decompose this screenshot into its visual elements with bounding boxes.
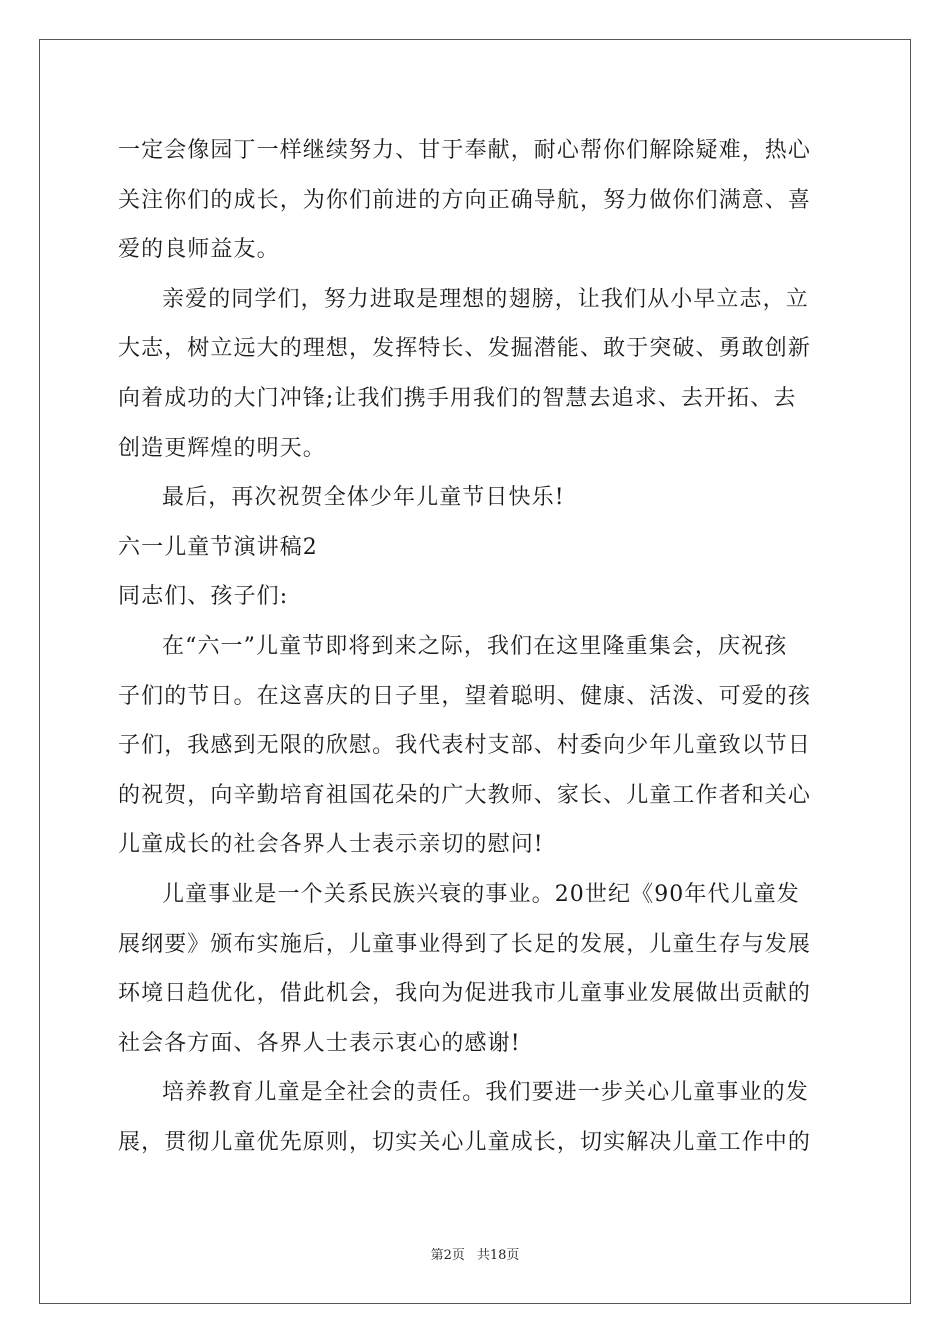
paragraph-start-line: 亲爱的同学们，努力进取是理想的翅膀，让我们从小早立志，立 [162, 286, 809, 312]
page-number: 第2页 [430, 1248, 465, 1263]
text-line: 社会各方面、各界人士表示衷心的感谢! [118, 1030, 521, 1056]
text-line: 子们，我感到无限的欣慰。我代表村支部、村委向少年儿童致以节日 [118, 733, 812, 759]
page-total: 共18页 [476, 1248, 520, 1263]
text-line: 爱的良师益友。 [118, 237, 280, 263]
page-footer [0, 1244, 950, 1263]
section-title: 六一儿童节演讲稿2 [118, 534, 318, 560]
document-body [118, 126, 834, 1167]
salutation: 同志们、孩子们: [118, 584, 289, 610]
text-line: 儿童成长的社会各界人士表示亲切的慰问! [118, 832, 544, 858]
paragraph-start-line: 最后，再次祝贺全体少年儿童节日快乐! [162, 485, 565, 511]
paragraph-start-line: 儿童事业是一个关系民族兴衰的事业。20世纪《90年代儿童发 [162, 881, 800, 907]
text-line: 大志，树立远大的理想，发挥特长、发掘潜能、敢于突破、勇敢创新 [118, 336, 812, 362]
text-line: 创造更辉煌的明天。 [118, 435, 326, 461]
text-line: 向着成功的大门冲锋;让我们携手用我们的智慧去追求、去开拓、去 [118, 385, 797, 411]
paragraph-start-line: 培养教育儿童是全社会的责任。我们要进一步关心儿童事业的发 [162, 1080, 809, 1106]
text-line: 环境日趋优化，借此机会，我向为促进我市儿童事业发展做出贡献的 [118, 981, 812, 1007]
text-line: 展，贯彻儿童优先原则，切实关心儿童成长，切实解决儿童工作中的 [118, 1129, 812, 1155]
text-line: 一定会像园丁一样继续努力、甘于奉献，耐心帮你们解除疑难，热心 [118, 138, 812, 163]
text-line: 子们的节日。在这喜庆的日子里，望着聪明、健康、活泼、可爱的孩 [118, 683, 812, 709]
text-line: 的祝贺，向辛勤培育祖国花朵的广大教师、家长、儿童工作者和关心 [118, 782, 812, 808]
paragraph-start-line: 在“六一”儿童节即将到来之际，我们在这里隆重集会，庆祝孩 [162, 633, 788, 659]
text-line: 关注你们的成长，为你们前进的方向正确导航，努力做你们满意、喜 [118, 187, 812, 213]
text-line: 展纲要》颁布实施后，儿童事业得到了长足的发展，儿童生存与发展 [118, 931, 812, 957]
